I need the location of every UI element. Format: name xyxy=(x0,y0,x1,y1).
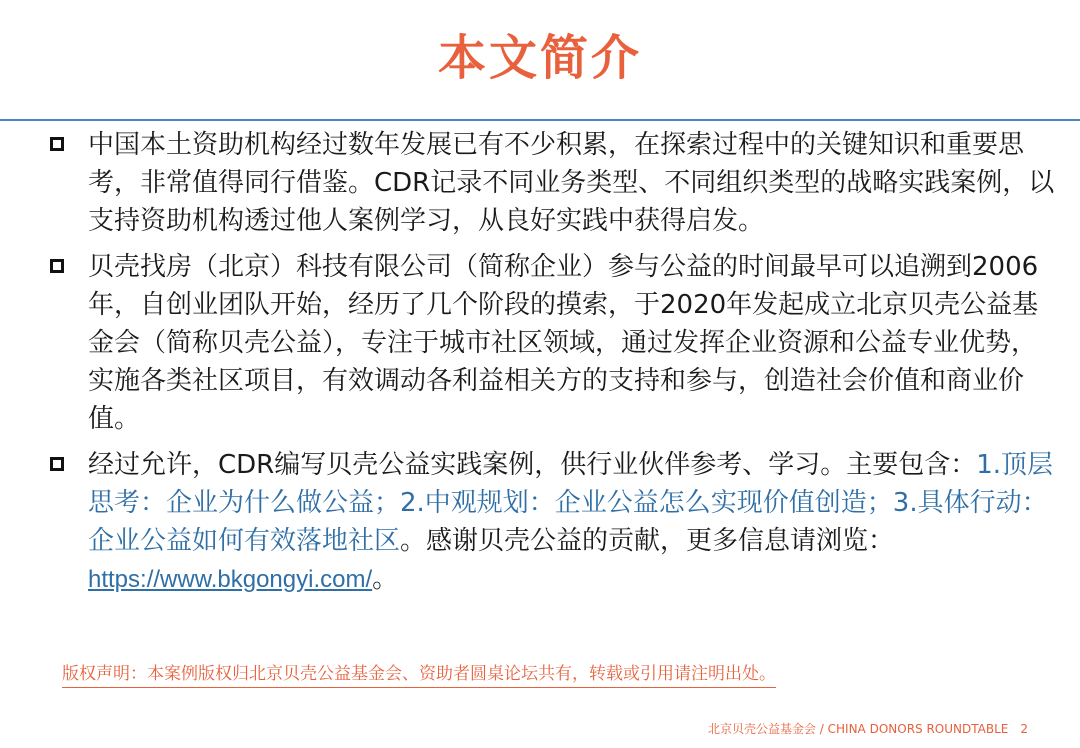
bullet-text: 贝壳找房（北京）科技有限公司（简称企业）参与公益的时间最早可以追溯到2006年，自创业团队开始，经历了几个阶段的摸索，于2020年发起成立北京贝壳公益基金会（简称贝壳公益），专注于城市社区领域，通过发挥企业资源和公益专业优势，实施各类社区项目，有效调动各利益相关方的支持和参与，创造社会价值和商业价值。 xyxy=(88,252,1039,434)
slide-title: 本文简介 xyxy=(437,30,642,86)
page-number: 2 xyxy=(1020,722,1028,736)
bullet-text-part: 。 xyxy=(372,564,399,594)
bullet-text-part: 经过允许，CDR编写贝壳公益实践案例，供行业伙伴参考、学习。主要包含： xyxy=(88,450,977,480)
highlighted-contents: 1.顶层思考：企业为什么做公益；2.中观规划：企业公益怎么实现价值创造；3.具体行动：企业公益如何有效落地社区 xyxy=(88,450,1054,556)
square-bullet-icon xyxy=(50,248,88,273)
square-bullet-icon xyxy=(50,126,88,151)
bullet-text xyxy=(88,446,1062,599)
copyright-notice: 版权声明：本案例版权归北京贝壳公益基金会、资助者圆桌论坛共有，转载或引用请注明出处。 xyxy=(62,662,776,688)
bullet-item xyxy=(50,446,1062,599)
square-bullet-icon xyxy=(50,446,88,471)
footer xyxy=(708,720,1028,738)
bullet-item xyxy=(50,248,1062,438)
footer-org: 北京贝壳公益基金会 / CHINA DONORS ROUNDTABLE xyxy=(707,722,1009,736)
bullet-item xyxy=(50,126,1062,240)
bullet-text: 中国本土资助机构经过数年发展已有不少积累，在探索过程中的关键知识和重要思考，非常值得同行借鉴。CDR记录不同业务类型、不同组织类型的战略实践案例，以支持资助机构透过他人案例学习，从良好实践中获得启发。 xyxy=(88,130,1055,236)
bullet-list xyxy=(50,126,1062,607)
bullet-text-part: 。感谢贝壳公益的贡献，更多信息请浏览： xyxy=(400,526,895,556)
title-divider xyxy=(0,119,1080,121)
website-link[interactable]: https://www.bkgongyi.com/ xyxy=(88,566,373,593)
